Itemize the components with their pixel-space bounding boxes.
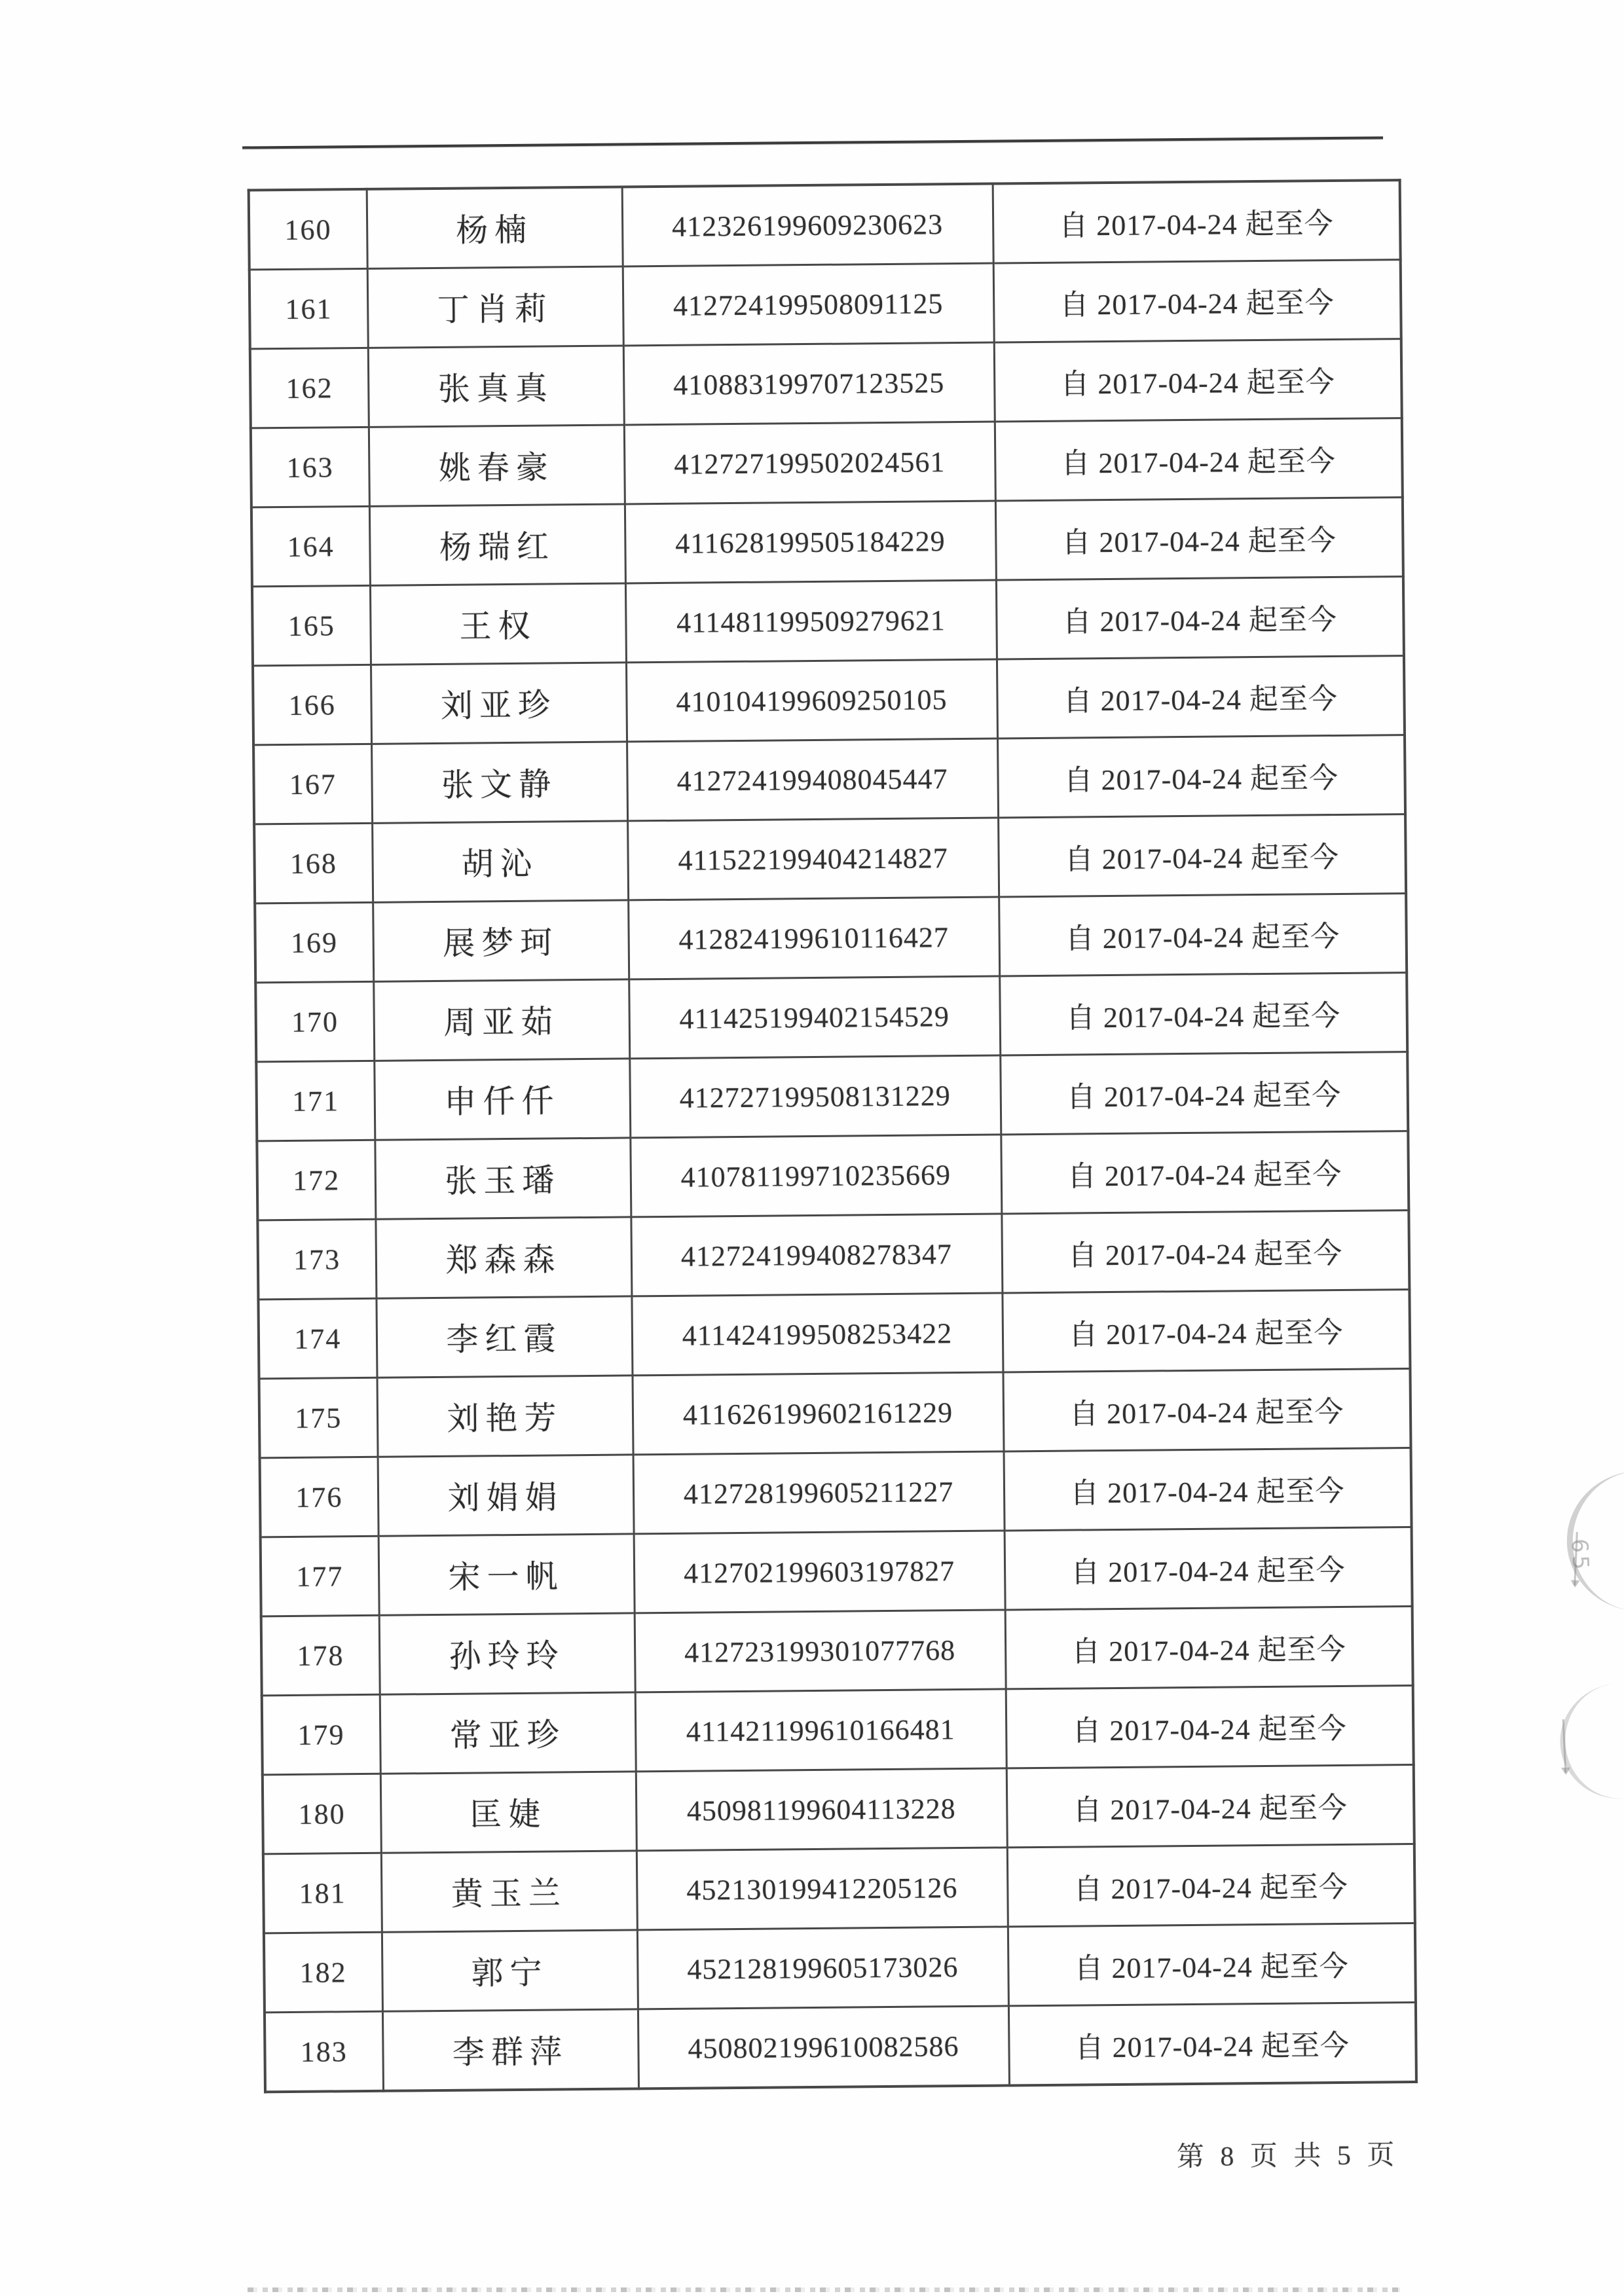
name-cell: 宋一帆 [378,1534,635,1615]
name-cell: 杨楠 [367,187,623,268]
name-cell: 申仟仟 [374,1059,630,1140]
table-row [251,498,1403,587]
period-cell: 自 2017-04-24 起至今 [995,418,1403,501]
page-number-footer: 第 8 页 共 5 页 [1176,2140,1399,2173]
table-row [257,1131,1409,1220]
name-cell: 黄玉兰 [381,1851,637,1932]
period-cell: 自 2017-04-24 起至今 [1000,1052,1408,1135]
id-number-cell: 452130199412205126 [637,1848,1008,1930]
period-cell: 自 2017-04-24 起至今 [994,339,1402,422]
records-table [248,179,1418,2093]
id-number-cell: 412326199609230623 [622,184,993,266]
name-cell: 刘娟娟 [378,1455,634,1536]
id-number-cell: 412824199610116427 [628,897,999,979]
table-row [249,180,1401,270]
period-cell: 自 2017-04-24 起至今 [993,180,1401,263]
row-number-cell: 173 [257,1219,376,1300]
name-cell: 李群萍 [382,2009,638,2091]
row-number-cell: 181 [263,1853,382,1933]
period-cell: 自 2017-04-24 起至今 [997,735,1405,818]
name-cell: 张玉璠 [375,1138,631,1219]
period-cell: 自 2017-04-24 起至今 [1008,1923,1416,2006]
period-cell: 自 2017-04-24 起至今 [1002,1290,1410,1372]
id-number-cell: 410883199707123525 [623,342,995,425]
table-row [251,418,1403,507]
id-number-cell: 410781199710235669 [630,1135,1001,1217]
row-number-cell: 168 [254,823,373,903]
name-cell: 刘艳芳 [377,1376,633,1457]
row-number-cell: 182 [264,1932,382,2013]
name-cell: 胡沁 [372,821,628,902]
period-cell: 自 2017-04-24 起至今 [999,973,1407,1055]
name-cell: 常亚珍 [380,1692,636,1774]
table-row [249,260,1401,349]
period-cell: 自 2017-04-24 起至今 [1006,1765,1414,1848]
period-cell: 自 2017-04-24 起至今 [1003,1369,1411,1451]
table-row [260,1448,1412,1537]
row-number-cell: 162 [250,348,369,428]
records-table-body [249,180,1416,2092]
table-row [262,1686,1414,1775]
row-number-cell: 170 [255,981,374,1062]
id-number-cell: 450802199610082586 [638,2006,1009,2088]
table-row [264,1923,1416,2013]
table-row [256,1052,1408,1141]
table-row [255,894,1407,983]
period-cell: 自 2017-04-24 起至今 [1001,1211,1409,1293]
table-row [258,1290,1410,1379]
period-cell: 自 2017-04-24 起至今 [1007,1844,1415,1927]
period-cell: 自 2017-04-24 起至今 [1004,1448,1412,1531]
id-number-cell: 412727199502024561 [624,422,995,504]
id-number-cell: 452128199605173026 [637,1927,1008,2009]
id-number-cell: 412727199508131229 [629,1055,1001,1138]
id-number-cell: 411481199509279621 [625,580,997,663]
row-number-cell: 175 [259,1377,378,1458]
table-row [252,577,1404,666]
stamp-fragment-text: 65 [1566,1538,1594,1573]
name-cell: 刘亚珍 [371,663,627,744]
row-number-cell: 179 [262,1694,380,1775]
name-cell: 张文静 [371,742,627,823]
id-number-cell: 411522199404214827 [627,818,999,900]
id-number-cell: 411626199602161229 [632,1372,1003,1455]
period-cell: 自 2017-04-24 起至今 [999,894,1407,976]
period-cell: 自 2017-04-24 起至今 [1001,1131,1409,1214]
name-cell: 郑森森 [375,1217,631,1298]
id-number-cell: 412728199605211227 [633,1451,1005,1534]
name-cell: 郭宁 [382,1930,638,2011]
row-number-cell: 171 [256,1061,375,1141]
table-row [253,656,1405,745]
name-cell: 孙玲玲 [379,1613,635,1694]
row-number-cell: 180 [263,1774,381,1854]
id-number-cell: 412724199508091125 [623,263,994,346]
table-row [263,1765,1414,1854]
table-row [261,1527,1412,1616]
row-number-cell: 177 [261,1536,379,1616]
row-number-cell: 163 [251,427,369,507]
period-cell: 自 2017-04-24 起至今 [993,260,1401,342]
table-row [254,814,1406,903]
name-cell: 匡婕 [380,1772,637,1853]
name-cell: 丁肖莉 [367,266,623,348]
header-rule [242,136,1383,149]
id-number-cell: 412724199408045447 [627,738,998,821]
stamp-fragment-mark [1562,1719,1567,1773]
period-cell: 自 2017-04-24 起至今 [1008,2003,1416,2086]
period-cell: 自 2017-04-24 起至今 [996,577,1404,659]
row-number-cell: 178 [261,1615,380,1696]
table-row [263,1844,1415,1933]
row-number-cell: 165 [252,585,371,666]
table-row [265,2003,1416,2092]
row-number-cell: 183 [265,2011,383,2092]
row-number-cell: 174 [258,1298,377,1379]
row-number-cell: 161 [249,268,368,349]
id-number-cell: 411424199508253422 [631,1293,1003,1376]
row-number-cell: 169 [255,902,373,983]
id-number-cell: 411425199402154529 [629,976,1000,1059]
period-cell: 自 2017-04-24 起至今 [1006,1686,1414,1768]
name-cell: 李红霞 [376,1296,632,1377]
table-row [250,339,1402,428]
table-row [261,1607,1413,1696]
scan-edge-noise [248,2287,1400,2292]
period-cell: 自 2017-04-24 起至今 [998,814,1406,897]
id-number-cell: 412724199408278347 [631,1214,1002,1296]
period-cell: 自 2017-04-24 起至今 [995,498,1403,580]
id-number-cell: 412723199301077768 [635,1610,1006,1692]
id-number-cell: 411628199505184229 [625,501,996,583]
table-row [255,973,1407,1062]
name-cell: 展梦珂 [373,900,629,981]
row-number-cell: 172 [257,1140,375,1220]
row-number-cell: 176 [260,1457,378,1537]
name-cell: 王权 [370,583,626,665]
id-number-cell: 412702199603197827 [634,1531,1005,1613]
name-cell: 张真真 [368,346,624,427]
name-cell: 杨瑞红 [369,504,625,585]
name-cell: 姚春豪 [369,425,625,506]
row-number-cell: 164 [251,506,370,587]
table-row [257,1211,1409,1300]
id-number-cell: 450981199604113228 [636,1768,1007,1851]
id-number-cell: 411421199610166481 [635,1689,1006,1772]
table-row [259,1369,1411,1458]
id-number-cell: 410104199609250105 [626,659,997,742]
row-number-cell: 167 [253,744,372,824]
period-cell: 自 2017-04-24 起至今 [1005,1527,1412,1610]
row-number-cell: 166 [253,665,371,745]
table-row [253,735,1405,824]
row-number-cell: 160 [249,189,367,270]
name-cell: 周亚茹 [373,979,629,1061]
period-cell: 自 2017-04-24 起至今 [1005,1607,1413,1689]
period-cell: 自 2017-04-24 起至今 [997,656,1405,738]
